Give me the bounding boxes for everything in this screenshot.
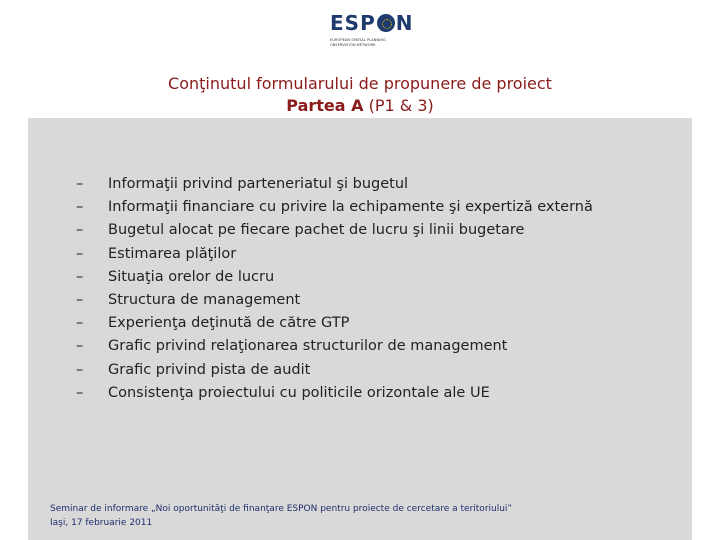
dash-bullet: – (76, 291, 84, 308)
list-item-text: Situaţia orelor de lucru (108, 268, 275, 285)
list-item-text: Experienţa deţinută de către GTP (108, 315, 350, 332)
dash-bullet: – (76, 268, 84, 285)
dash-bullet: – (76, 245, 84, 262)
logo-text-left: ESP (330, 11, 376, 35)
footer-date-text: Iaşi, 17 februarie 2011 (50, 518, 153, 528)
slide-subtitle (28, 96, 692, 115)
dash-bullet: – (76, 222, 84, 239)
list-item-text: Estimarea plăţilor (108, 245, 237, 262)
list-item-text: Consistenţa proiectului cu politicile orizontale ale UE (108, 384, 490, 401)
logo-subtitle (330, 38, 386, 48)
slide-title: Conţinutul formularului de propunere de proiect (168, 74, 552, 93)
subtitle-bold: Partea A (286, 96, 364, 115)
dash-bullet: – (76, 176, 84, 192)
dash-bullet: – (76, 315, 84, 332)
subtitle-rest: (P1 & 3) (368, 96, 434, 115)
espon-logo-icon (377, 14, 395, 32)
dash-bullet: – (76, 338, 84, 355)
list-item-text: Informaţii financiare cu privire la echipamente şi expertiză externă (108, 199, 593, 216)
dash-bullet: – (76, 384, 84, 401)
list-item-text: Informaţii privind parteneriatul şi bugetul (108, 176, 409, 192)
footer-seminar-text: Seminar de informare „Noi oportunităţi de finanţare ESPON pentru proiecte de cercetare a teritoriului” (50, 504, 513, 514)
logo-subtitle-line1: EUROPEAN SPATIAL PLANNING (330, 38, 386, 42)
list-item-text: Grafic privind relaţionarea structurilor de management (108, 338, 508, 355)
list-item-text: Grafic privind pista de audit (108, 361, 311, 378)
dash-bullet: – (76, 199, 84, 216)
list-item-text: Structura de management (108, 291, 301, 308)
list-item-text: Bugetul alocat pe fiecare pachet de lucru şi linii bugetare (108, 222, 525, 239)
dash-bullet: – (76, 361, 84, 378)
logo-wordmark (330, 11, 413, 35)
logo-text-right: N (395, 11, 414, 35)
logo-subtitle-line2: OBSERVATION NETWORK (330, 43, 376, 47)
